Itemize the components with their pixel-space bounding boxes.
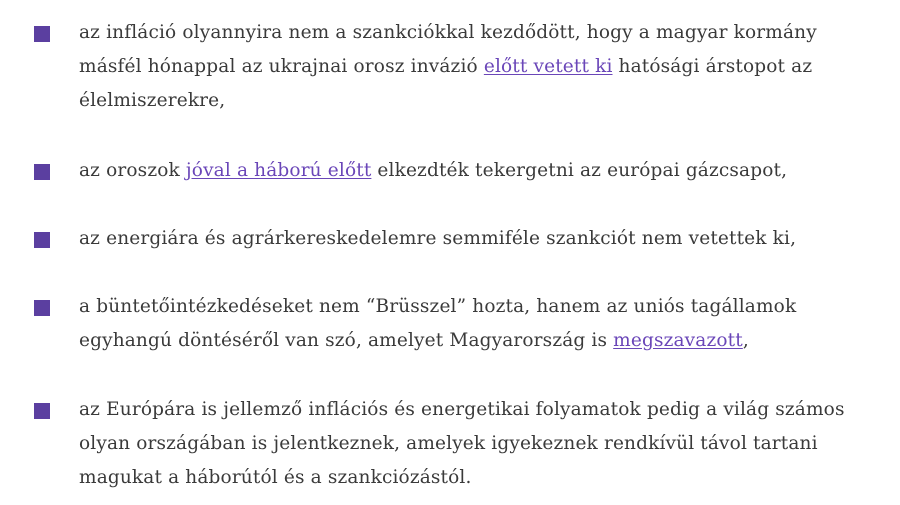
text-line: az Európára is jellemző inflációs és energetikai folyamatok pedig a világ számos xyxy=(79,399,845,420)
list-item-text xyxy=(79,393,869,495)
link-megszavazott[interactable]: megszavazott xyxy=(613,330,743,351)
list-item-text xyxy=(79,222,869,256)
list-item-text xyxy=(79,290,869,358)
square-bullet-icon xyxy=(34,403,50,419)
text-line: olyan országában is jelentkeznek, amelyek igyekeznek rendkívül távol tartani xyxy=(79,433,818,454)
square-bullet-icon xyxy=(34,300,50,316)
link-elott-vetett-ki[interactable]: előtt vetett ki xyxy=(483,56,613,77)
list-item-text xyxy=(79,16,869,118)
square-bullet-icon xyxy=(34,232,50,248)
text-line: magukat a háborútól és a szankciózástól. xyxy=(79,467,472,488)
link-joval-a-haboru-elott[interactable]: jóval a háború előtt xyxy=(185,160,372,181)
text-line: az infláció olyannyira nem a szankciókkal kezdődött, hogy a magyar kormány xyxy=(79,22,817,43)
list-item-text xyxy=(79,154,869,188)
text-line: élelmiszerekre, xyxy=(79,90,226,111)
text-line: másfél hónappal az ukrajnai orosz invázió előtt vetett ki hatósági árstopot az xyxy=(79,56,813,77)
square-bullet-icon xyxy=(34,164,50,180)
text-line: egyhangú döntéséről van szó, amelyet Magyarország is megszavazott, xyxy=(79,330,749,351)
text-line: az oroszok jóval a háború előtt elkezdték tekergetni az európai gázcsapot, xyxy=(79,160,788,181)
text-line: az energiára és agrárkereskedelemre semmiféle szankciót nem vetettek ki, xyxy=(79,228,797,249)
square-bullet-icon xyxy=(34,26,50,42)
text-line: a büntetőintézkedéseket nem “Brüsszel” hozta, hanem az uniós tagállamok xyxy=(79,296,797,317)
